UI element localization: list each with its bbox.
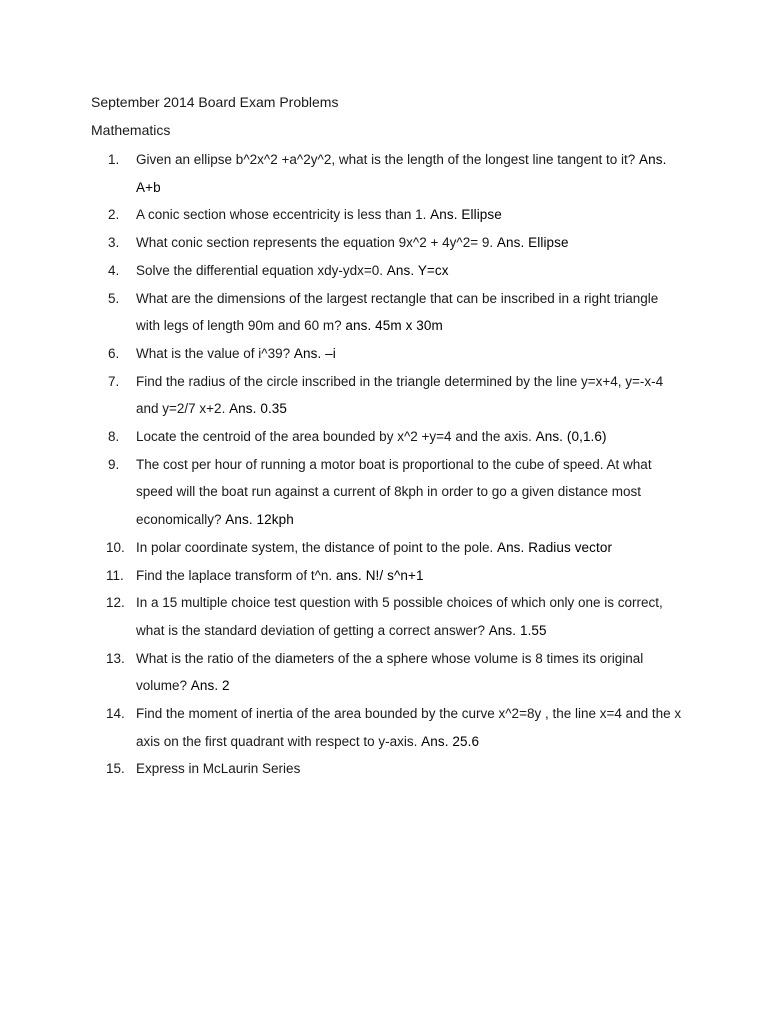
problem-question: What is the ratio of the diameters of the a sphere whose volume is 8 times its original volume? [136,650,644,694]
problem-answer: Ans. 12kph [225,512,294,528]
problem-number: 9. [108,456,120,472]
problem-item [0,368,768,423]
problem-answer: Ans. 1.55 [488,622,547,638]
problem-question: What are the dimensions of the largest rectangle that can be inscribed in a right triangle with legs of length 90m and 60 m? [136,290,659,334]
problem-answer: Ans. 25.6 [421,733,480,749]
problem-answer: Ans. –i [293,345,336,361]
problem-question: Find the radius of the circle inscribed in the triangle determined by the line y=x+4, y=-x-4 and y=2/7 x+2. [136,373,664,417]
problem-answer: Ans. Ellipse [496,235,569,251]
problem-item [0,257,768,285]
problem-number: 3. [108,235,120,251]
problem-answer: Ans. 2 [190,678,230,694]
problem-number: 14. [106,706,125,722]
problem-number: 1. [108,152,120,167]
problem-item [0,645,768,700]
problem-item [0,340,768,368]
problem-question: Solve the differential equation xdy-ydx=0. [136,262,387,278]
problem-question: Find the laplace transform of t^n. [136,567,336,583]
problem-question: What conic section represents the equation 9x^2 + 4y^2= 9. [136,235,497,251]
problem-item [0,589,768,644]
document-subject: Mathematics [91,122,171,138]
problem-question: Locate the centroid of the area bounded by x^2 +y=4 and the axis. [136,429,536,445]
problem-item [0,451,768,534]
problem-question: The cost per hour of running a motor boat is proportional to the cube of speed. At what speed will the boat run against a current of 8kph in order to go a given distance most economically? [136,456,652,528]
problem-answer: Ans. 0.35 [229,401,288,417]
problem-item [0,562,768,590]
problem-question: A conic section whose eccentricity is less than 1. [136,207,431,223]
problem-question: In a 15 multiple choice test question with 5 possible choices of which only one is correct, what is the standard deviation of getting a correct answer? [136,595,663,638]
problem-item [0,201,768,229]
problem-item [0,423,768,451]
problem-answer: ans. N!/ s^n+1 [335,567,424,583]
problem-number: 8. [108,429,120,445]
problem-number: 6. [108,345,120,361]
problem-number: 7. [108,373,120,389]
problem-answer: Ans. (0,1.6) [535,429,607,445]
problem-question: In polar coordinate system, the distance of point to the pole. [136,539,497,555]
problem-number: 15. [106,761,125,777]
problem-number: 12. [106,595,125,611]
problem-answer: Ans. Radius vector [496,539,613,555]
problem-number: 5. [108,290,120,306]
problem-question: Express in McLaurin Series [136,761,301,777]
problem-number: 11. [106,567,124,583]
document-title: September 2014 Board Exam Problems [91,94,339,110]
problem-number: 2. [108,207,120,223]
problem-item [0,755,768,783]
problem-item [0,700,768,755]
problem-list [0,146,768,783]
problem-item [0,229,768,257]
problem-item [0,146,768,201]
problem-number: 4. [108,262,120,278]
problem-item [0,534,768,562]
problem-number: 10. [106,539,125,555]
problem-answer: Ans. Ellipse [430,207,502,223]
problem-answer: ans. 45m x 30m [345,318,443,334]
problem-answer: Ans. A+b [136,152,667,195]
problem-answer: Ans. Y=cx [386,262,449,278]
problem-number: 13. [106,650,125,666]
problem-question: Find the moment of inertia of the area bounded by the curve x^2=8y , the line x=4 and the x axis on the first quadrant with respect to y-axis. [136,706,682,749]
problem-item [0,285,768,340]
problem-question: Given an ellipse b^2x^2 +a^2y^2, what is the length of the longest line tangent to it? [136,152,640,167]
problem-question: What is the value of i^39? [136,345,294,361]
